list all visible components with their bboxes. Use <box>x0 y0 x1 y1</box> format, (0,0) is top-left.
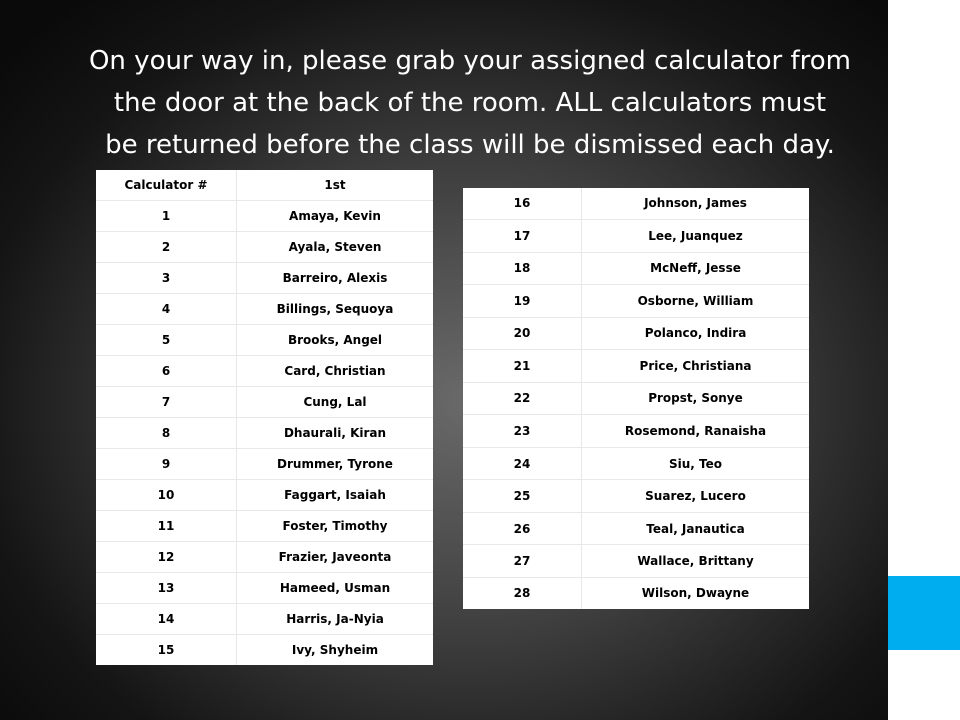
table-row <box>463 415 809 448</box>
calculator-number-cell: 20 <box>463 317 582 350</box>
student-name-cell: Dhaurali, Kiran <box>237 417 434 448</box>
table-row <box>463 188 809 219</box>
sidebar-blue-accent <box>888 576 960 650</box>
student-name-cell: Billings, Sequoya <box>237 293 434 324</box>
calculator-number-cell: 23 <box>463 415 582 448</box>
calculator-table-right-body <box>463 188 809 609</box>
calculator-number-cell: 12 <box>96 542 237 573</box>
calculator-number-cell: 16 <box>463 188 582 219</box>
calculator-number-cell: 27 <box>463 545 582 578</box>
student-name-cell: Wilson, Dwayne <box>641 586 750 601</box>
calculator-number-cell: 14 <box>96 604 237 635</box>
table-row <box>96 542 433 573</box>
title-line-3: be returned before the class will be dismissed each day. <box>105 130 835 160</box>
student-name-cell: McNeff, Jesse <box>582 252 810 285</box>
student-name-cell: Faggart, Isaiah <box>237 480 434 511</box>
table-row <box>96 293 433 324</box>
table-row <box>463 317 809 350</box>
calculator-number-cell: 22 <box>463 382 582 415</box>
calculator-number-cell: 4 <box>96 293 237 324</box>
calculator-number-cell: 15 <box>96 635 237 665</box>
student-name-cell: Osborne, William <box>582 285 810 318</box>
table-row <box>463 545 809 578</box>
table-row <box>96 355 433 386</box>
student-name-cell: Foster, Timothy <box>237 511 434 542</box>
calculator-number-cell: 21 <box>463 350 582 383</box>
student-name-cell: Hameed, Usman <box>237 573 434 604</box>
table-row <box>96 480 433 511</box>
calculator-number-cell: 19 <box>463 285 582 318</box>
calculator-number-cell: 24 <box>463 447 582 480</box>
calculator-table-right <box>463 188 809 609</box>
student-name-cell: Frazier, Javeonta <box>237 542 434 573</box>
student-name-cell: Propst, Sonye <box>582 382 810 415</box>
calculator-number-cell: 25 <box>463 480 582 513</box>
student-name-cell: Teal, Janautica <box>582 512 810 545</box>
student-name-cell: Card, Christian <box>237 355 434 386</box>
table-row <box>463 252 809 285</box>
table-header-row <box>96 170 433 200</box>
table-row <box>463 219 809 252</box>
student-name-cell: Cung, Lal <box>237 386 434 417</box>
calculator-number-cell: 3 <box>96 262 237 293</box>
table-row <box>96 417 433 448</box>
table-row <box>463 512 809 545</box>
header-calculator-number: Calculator # <box>96 170 237 200</box>
calculator-table-left-body <box>96 170 433 665</box>
table-row <box>96 324 433 355</box>
student-name-cell: Ayala, Steven <box>237 231 434 262</box>
table-row <box>463 480 809 513</box>
calculator-number-cell: 26 <box>463 512 582 545</box>
calculator-number-cell: 6 <box>96 355 237 386</box>
calculator-number-cell: 1 <box>96 200 237 231</box>
title-line-1: On your way in, please grab your assigned calculator from <box>88 46 852 76</box>
calculator-number-cell: 8 <box>96 417 237 448</box>
calculator-number-cell: 13 <box>96 573 237 604</box>
student-name-cell: Polanco, Indira <box>582 317 810 350</box>
table-row <box>463 447 809 480</box>
table-row <box>463 350 809 383</box>
table-row <box>96 262 433 293</box>
table-row <box>96 604 433 635</box>
student-name-cell: Barreiro, Alexis <box>237 262 434 293</box>
student-name-cell: Price, Christiana <box>582 350 810 383</box>
student-name-cell: Siu, Teo <box>582 447 810 480</box>
table-row <box>96 231 433 262</box>
title-line-2: the door at the back of the room. ALL calculators must <box>113 88 827 118</box>
student-name-cell: Brooks, Angel <box>237 324 434 355</box>
student-name-cell: Suarez, Lucero <box>582 480 810 513</box>
student-name-cell: Johnson, James <box>582 188 810 219</box>
calculator-number-cell: 9 <box>96 449 237 480</box>
student-name-cell: Amaya, Kevin <box>237 200 434 231</box>
calculator-number-cell: 2 <box>96 231 237 262</box>
table-row <box>96 386 433 417</box>
student-name-cell: Wallace, Brittany <box>582 545 810 578</box>
student-name-cell: Harris, Ja-Nyia <box>237 604 434 635</box>
table-row <box>463 577 809 609</box>
student-name-cell: Lee, Juanquez <box>582 219 810 252</box>
table-row <box>96 573 433 604</box>
table-row <box>463 382 809 415</box>
calculator-number-cell: 7 <box>96 386 237 417</box>
student-name-cell: Drummer, Tyrone <box>237 449 434 480</box>
table-row <box>463 285 809 318</box>
table-row <box>96 635 433 665</box>
calculator-number-cell: 11 <box>96 511 237 542</box>
student-name-cell: Rosemond, Ranaisha <box>582 415 810 448</box>
calculator-number-cell: 28 <box>463 577 582 609</box>
table-row <box>96 511 433 542</box>
calculator-number-cell: 5 <box>96 324 237 355</box>
student-name-cell: Ivy, Shyheim <box>291 643 379 658</box>
table-row <box>96 449 433 480</box>
calculator-number-cell: 17 <box>463 219 582 252</box>
table-row <box>96 200 433 231</box>
header-period: 1st <box>237 170 434 200</box>
calculator-table-left <box>96 170 433 665</box>
calculator-number-cell: 10 <box>96 480 237 511</box>
calculator-number-cell: 18 <box>463 252 582 285</box>
slide-title <box>0 40 888 166</box>
